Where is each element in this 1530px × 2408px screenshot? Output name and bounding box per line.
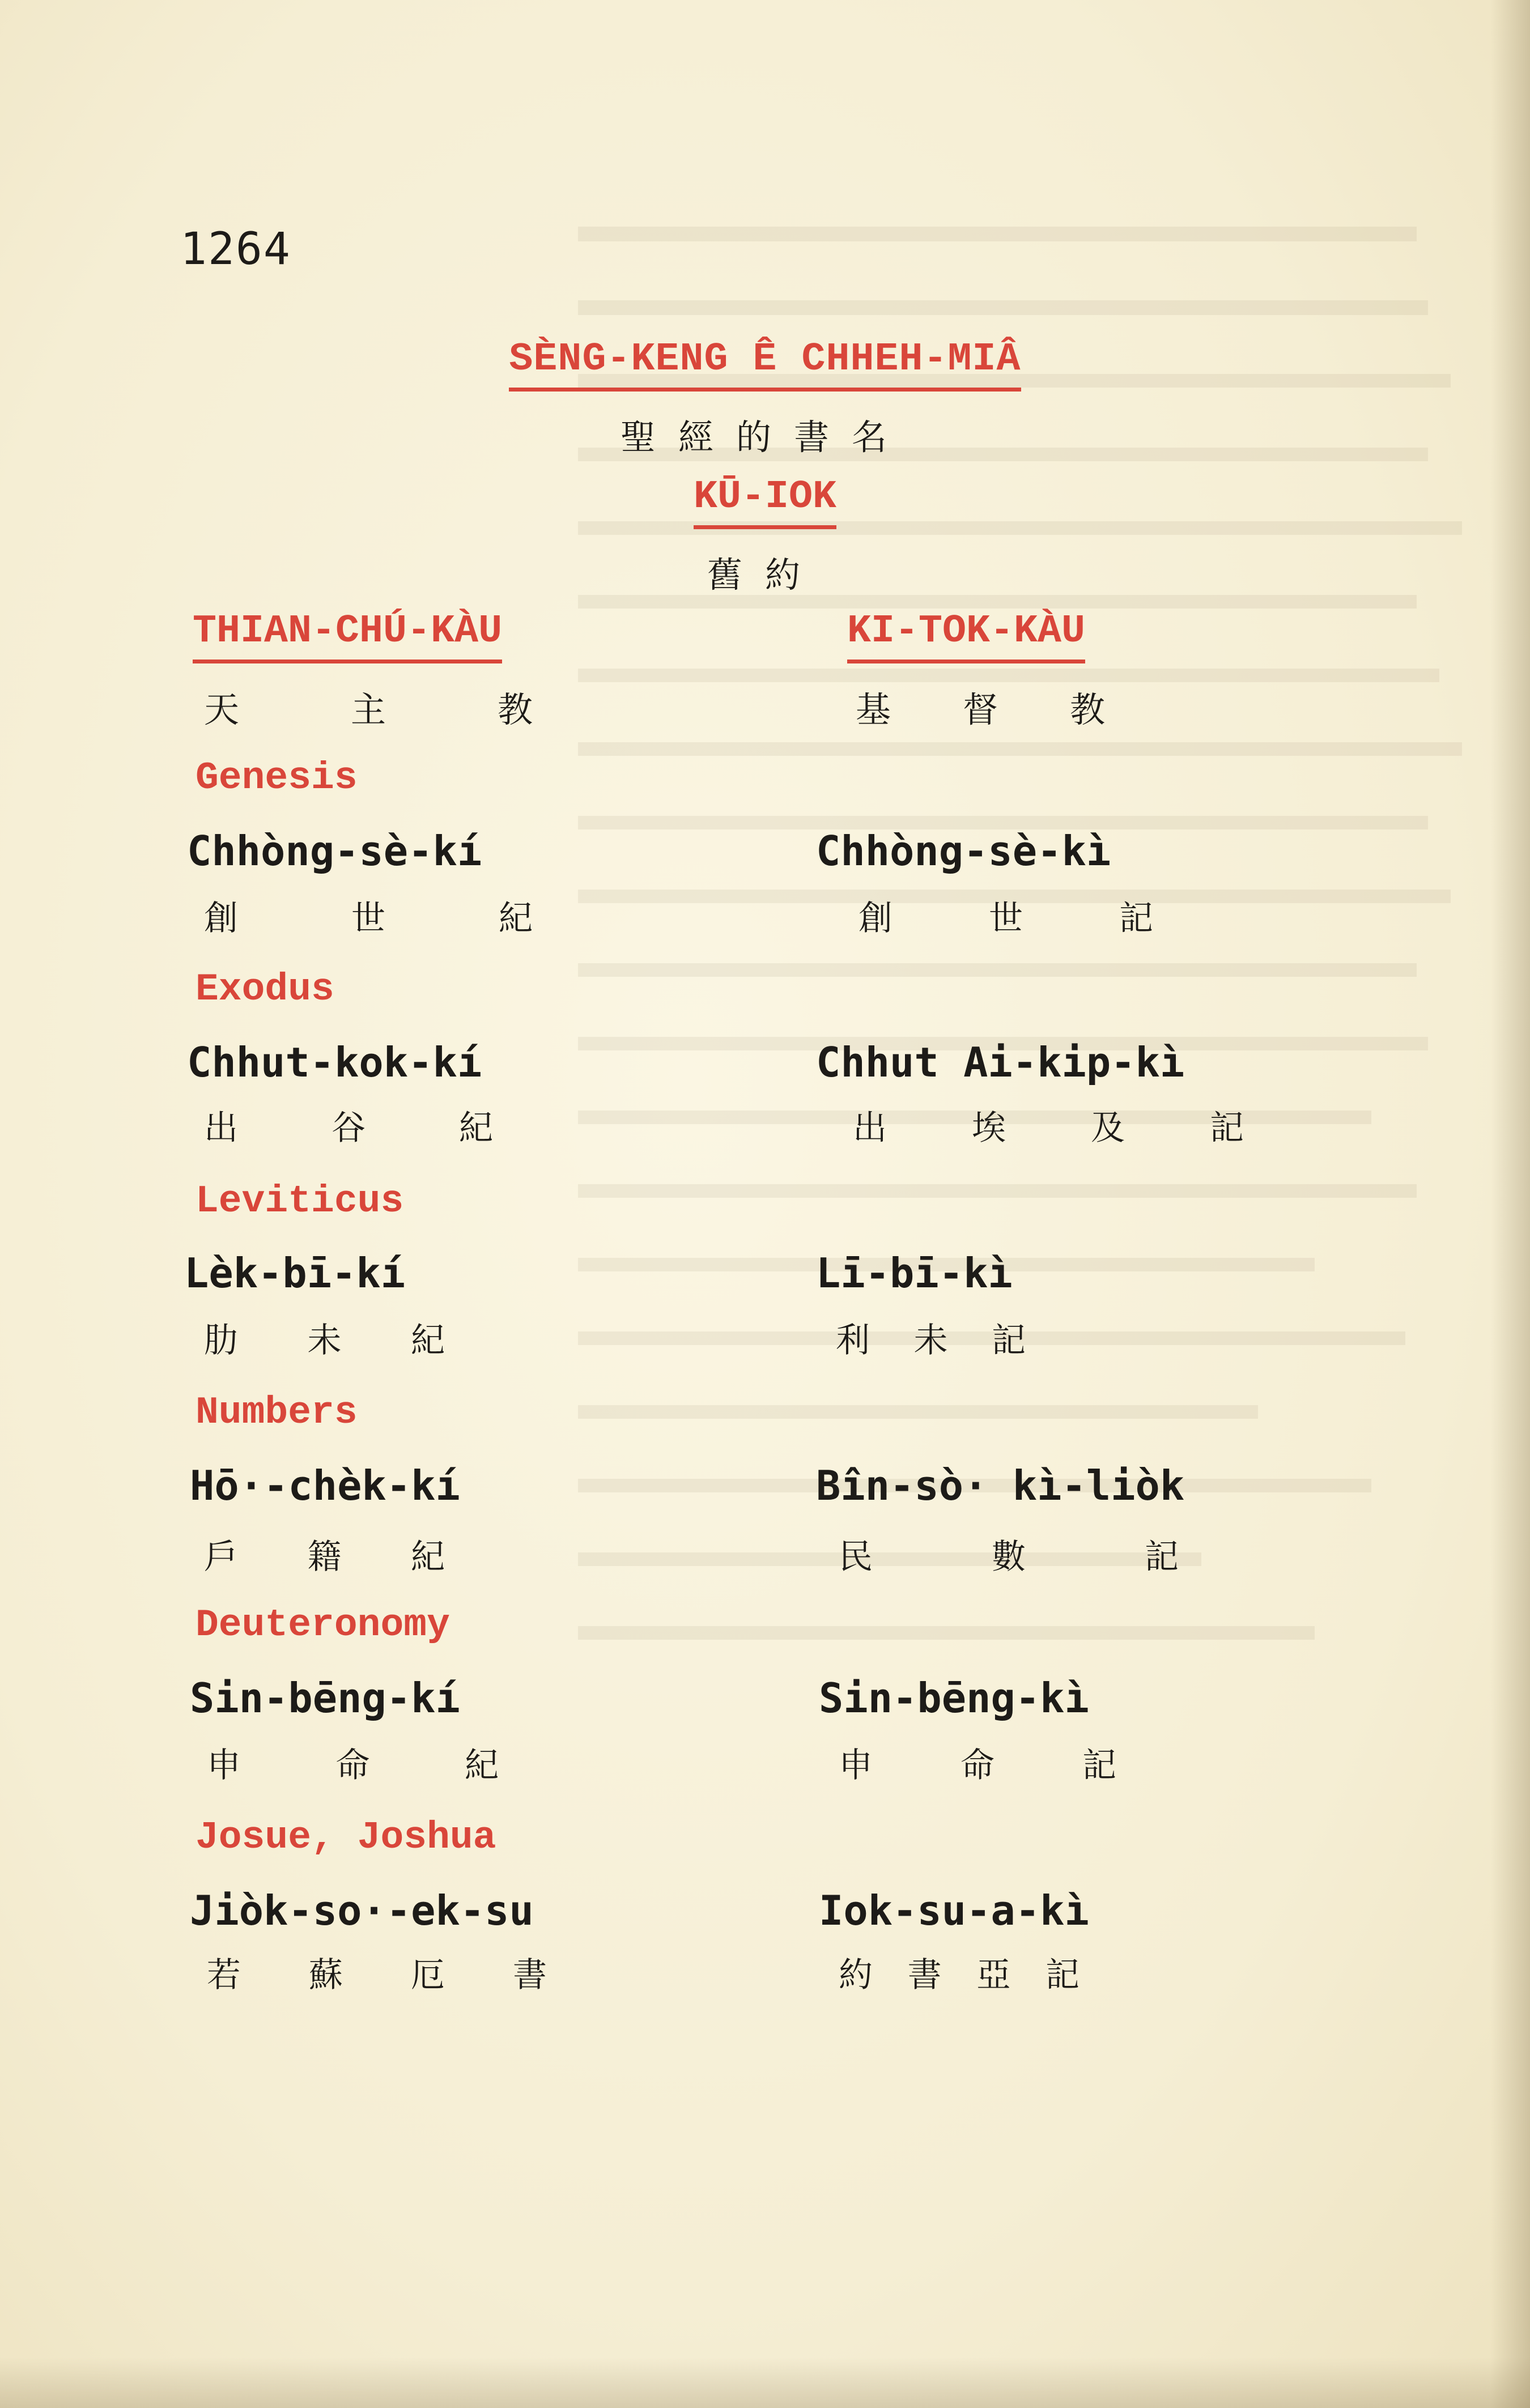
cjk-char: 紀 — [411, 1537, 445, 1577]
book-chinese-catholic — [204, 1530, 445, 1579]
cjk-char: 紀 — [411, 1321, 445, 1360]
cjk-char: 埃 — [972, 1108, 1006, 1148]
book-romanized-catholic: Chhut-kok-kí — [187, 1039, 482, 1086]
cjk-char: 若 — [207, 1955, 241, 1995]
book-romanized-protestant: Chhòng-sè-kì — [816, 827, 1111, 875]
book-chinese-catholic — [207, 1738, 499, 1787]
cjk-char: 基 — [856, 689, 891, 730]
book-chinese-protestant — [853, 1101, 1244, 1150]
book-romanized-catholic: Hō·-chèk-kí — [190, 1462, 460, 1509]
cjk-char: 厄 — [411, 1955, 445, 1995]
book-chinese-catholic — [204, 1313, 445, 1362]
book-chinese-protestant — [858, 891, 1153, 940]
column-heading-right — [847, 609, 1085, 663]
book-english-name: Numbers — [196, 1391, 358, 1435]
title-romanized-text: SÈNG-KENG Ê CHHEH-MIÂ — [509, 337, 1021, 392]
cjk-char: 命 — [960, 1746, 994, 1785]
title-romanized — [0, 337, 1530, 392]
cjk-char: 世 — [989, 899, 1023, 938]
testament-heading — [0, 475, 1530, 529]
cjk-char: 民 — [839, 1537, 873, 1577]
cjk-char: 教 — [1069, 689, 1105, 730]
cjk-char: 督 — [962, 689, 998, 730]
cjk-char: 未 — [307, 1321, 342, 1360]
cjk-char: 申 — [839, 1746, 873, 1785]
cjk-char: 利 — [836, 1321, 870, 1360]
book-romanized-catholic: Jiòk-so·-ek-su — [190, 1887, 534, 1934]
column-heading-left-text: THIAN-CHÚ-KÀU — [193, 609, 502, 663]
title-chinese: 聖經的書名 — [620, 416, 910, 458]
cjk-char: 書 — [513, 1955, 547, 1995]
cjk-char: 天 — [204, 689, 240, 730]
cjk-char: 紀 — [465, 1746, 499, 1785]
column-heading-left — [193, 609, 502, 663]
cjk-char: 書 — [907, 1955, 942, 1995]
book-english-name: Deuteronomy — [196, 1603, 450, 1647]
cjk-char: 數 — [992, 1537, 1026, 1577]
book-english-name: Leviticus — [196, 1180, 404, 1223]
cjk-char: 記 — [1119, 899, 1153, 938]
cjk-char: 肋 — [204, 1321, 238, 1360]
cjk-char: 記 — [1145, 1537, 1179, 1577]
cjk-char: 出 — [853, 1108, 887, 1148]
cjk-char: 命 — [335, 1746, 370, 1785]
book-chinese-protestant — [839, 1948, 1080, 1997]
book-romanized-protestant: Sin-bēng-kì — [819, 1674, 1089, 1722]
cjk-char: 記 — [992, 1321, 1026, 1360]
book-romanized-protestant: Bîn-sò· kì-liòk — [816, 1462, 1185, 1509]
cjk-char: 記 — [1082, 1746, 1116, 1785]
column-chinese-left — [204, 682, 533, 732]
column-heading-right-text: KI-TOK-KÀU — [847, 609, 1085, 663]
cjk-char: 主 — [350, 689, 386, 730]
book-english-name: Josue, Joshua — [196, 1816, 496, 1860]
cjk-char: 紀 — [499, 899, 533, 938]
book-english-name: Genesis — [196, 756, 358, 800]
book-chinese-catholic — [207, 1948, 547, 1997]
cjk-char: 創 — [858, 899, 892, 938]
book-romanized-protestant: Chhut Ai-kip-kì — [816, 1039, 1185, 1086]
book-romanized-protestant: Lī-bī-kì — [816, 1249, 1013, 1297]
cjk-char: 約 — [839, 1955, 873, 1995]
book-chinese-protestant — [839, 1738, 1116, 1787]
book-chinese-catholic — [204, 1101, 493, 1150]
book-chinese-catholic — [204, 891, 533, 940]
cjk-char: 谷 — [332, 1108, 366, 1148]
cjk-char: 蘇 — [309, 1955, 343, 1995]
book-romanized-catholic: Chhòng-sè-kí — [187, 827, 482, 875]
testament-romanized-text: KŪ-IOK — [694, 475, 836, 529]
cjk-char: 記 — [1045, 1955, 1080, 1995]
cjk-char: 籍 — [307, 1537, 342, 1577]
page-number: 1264 — [180, 224, 291, 275]
cjk-char: 戶 — [204, 1537, 238, 1577]
cjk-char: 及 — [1091, 1108, 1125, 1148]
cjk-char: 紀 — [459, 1108, 493, 1148]
cjk-char: 未 — [913, 1321, 948, 1360]
book-romanized-catholic: Lèk-bī-kí — [184, 1249, 406, 1297]
cjk-char: 教 — [497, 689, 533, 730]
book-chinese-protestant — [839, 1530, 1179, 1579]
book-english-name: Exodus — [196, 968, 334, 1011]
book-romanized-protestant: Iok-su-a-kì — [819, 1887, 1089, 1934]
book-romanized-catholic: Sin-bēng-kí — [190, 1674, 460, 1722]
cjk-char: 記 — [1210, 1108, 1244, 1148]
cjk-char: 出 — [204, 1108, 238, 1148]
page-bottom-shadow — [0, 2357, 1530, 2408]
cjk-char: 亞 — [976, 1955, 1011, 1995]
cjk-char: 申 — [207, 1746, 241, 1785]
cjk-char: 世 — [351, 899, 385, 938]
testament-chinese: 舊約 — [707, 554, 823, 595]
column-chinese-right — [856, 682, 1105, 732]
cjk-char: 創 — [204, 899, 238, 938]
book-chinese-protestant — [836, 1313, 1026, 1362]
